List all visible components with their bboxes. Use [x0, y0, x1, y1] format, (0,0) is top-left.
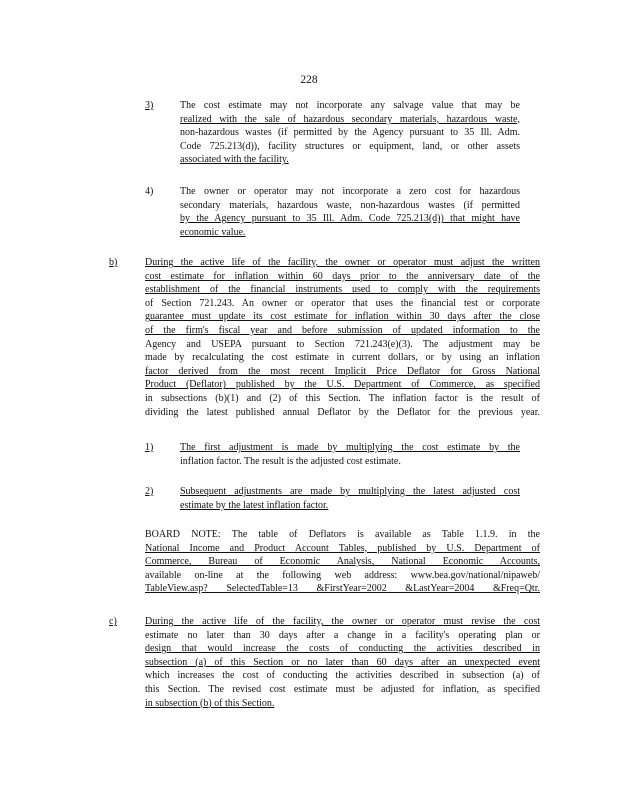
sub-2-text — [180, 485, 520, 512]
text-line: The owner or operator may not incorporate a zero cost for hazardous — [180, 186, 520, 197]
text-line: realized with the sale of hazardous secondary materials, hazardous waste, — [180, 113, 520, 125]
text-line: which increases the cost of conducting the activities described in subsection (a) of — [145, 670, 540, 682]
text-line: in subsection (b) of this Section. — [145, 697, 275, 709]
text-line: secondary materials, hazardous waste, non-hazardous wastes (if permitted — [180, 199, 520, 211]
section-c-text — [145, 615, 540, 710]
text-line: Code 725.213(d)), facility structures or equipment, land, or other assets — [180, 140, 520, 152]
text-line: inflation factor. The result is the adjusted cost estimate. — [180, 455, 401, 467]
board-note — [145, 528, 540, 596]
text-line: non-hazardous wastes (if permitted by the Agency pursuant to 35 Ill. Adm. — [180, 127, 520, 139]
text-line: economic value. — [180, 226, 246, 238]
item-4-text — [180, 185, 520, 239]
text-line: Subsequent adjustments are made by multiplying the latest adjusted cost — [180, 486, 520, 497]
text-line: of the firm's fiscal year and before submission of updated information to the — [145, 324, 540, 336]
text-line: Product (Deflator) published by the U.S. Department of Commerce, as specified — [145, 379, 540, 391]
text-line: in subsections (b)(1) and (2) of this Section. The inflation factor is the result of — [145, 392, 540, 404]
item-3-label: 3) — [145, 100, 154, 111]
text-line: made by recalculating the cost estimate in current dollars, or by using an inflation — [145, 352, 540, 364]
text-line: of Section 721.243. An owner or operator that uses the financial test or corporate — [145, 297, 540, 309]
text-line: cost estimate for inflation within 60 days prior to the anniversary date of the — [145, 270, 540, 282]
text-line: National Income and Product Account Tables, published by U.S. Department of — [145, 542, 540, 554]
item-3-text — [180, 99, 520, 167]
text-line: design that would increase the costs of conducting the activities described in — [145, 643, 540, 655]
sub-1-label: 1) — [145, 442, 154, 453]
text-line: Agency and USEPA pursuant to Section 721.243(e)(3). The adjustment may be — [145, 338, 540, 350]
text-line: factor derived from the most recent Implicit Price Deflator for Gross National — [145, 365, 540, 377]
text-line: The cost estimate may not incorporate any salvage value that may be — [180, 100, 520, 111]
text-line: by the Agency pursuant to 35 Ill. Adm. Code 725.213(d)) that might have — [180, 213, 520, 225]
page-number: 228 — [300, 74, 318, 86]
text-line: The first adjustment is made by multiplying the cost estimate by the — [180, 442, 520, 453]
text-line: associated with the facility. — [180, 154, 289, 166]
text-line: available on-line at the following web address: www.bea.gov/national/nipaweb/ — [145, 569, 540, 581]
sub-2-label: 2) — [145, 486, 154, 497]
text-line: subsection (a) of this Section or no later than 60 days after an unexpected event — [145, 656, 540, 668]
text-line: TableView.asp? SelectedTable=13 &FirstYear=2002 &LastYear=2004 &Freq=Qtr. — [145, 583, 540, 595]
text-line: During the active life of the facility, the owner or operator must revise the cost — [145, 616, 540, 627]
section-b-label: b) — [109, 257, 118, 268]
item-4-label: 4) — [145, 186, 154, 197]
text-line: dividing the latest published annual Deflator by the Deflator for the previous year. — [145, 406, 540, 418]
text-line: this Section. The revised cost estimate must be adjusted for inflation, as specified — [145, 683, 540, 695]
text-line: estimate by the latest inflation factor. — [180, 499, 329, 511]
text-line: Commerce, Bureau of Economic Analysis, National Economic Accounts, — [145, 556, 540, 568]
text-line: During the active life of the facility, the owner or operator must adjust the written — [145, 257, 540, 268]
sub-1-text — [180, 441, 520, 468]
section-c-label: c) — [109, 616, 117, 627]
text-line: establishment of the financial instruments used to comply with the requirements — [145, 284, 540, 296]
text-line: BOARD NOTE: The table of Deflators is available as Table 1.1.9. in the — [145, 529, 540, 540]
text-line: estimate no later than 30 days after a change in a facility's operating plan or — [145, 629, 540, 641]
section-b-text — [145, 256, 540, 419]
text-line: guarantee must update its cost estimate for inflation within 30 days after the close — [145, 311, 540, 323]
